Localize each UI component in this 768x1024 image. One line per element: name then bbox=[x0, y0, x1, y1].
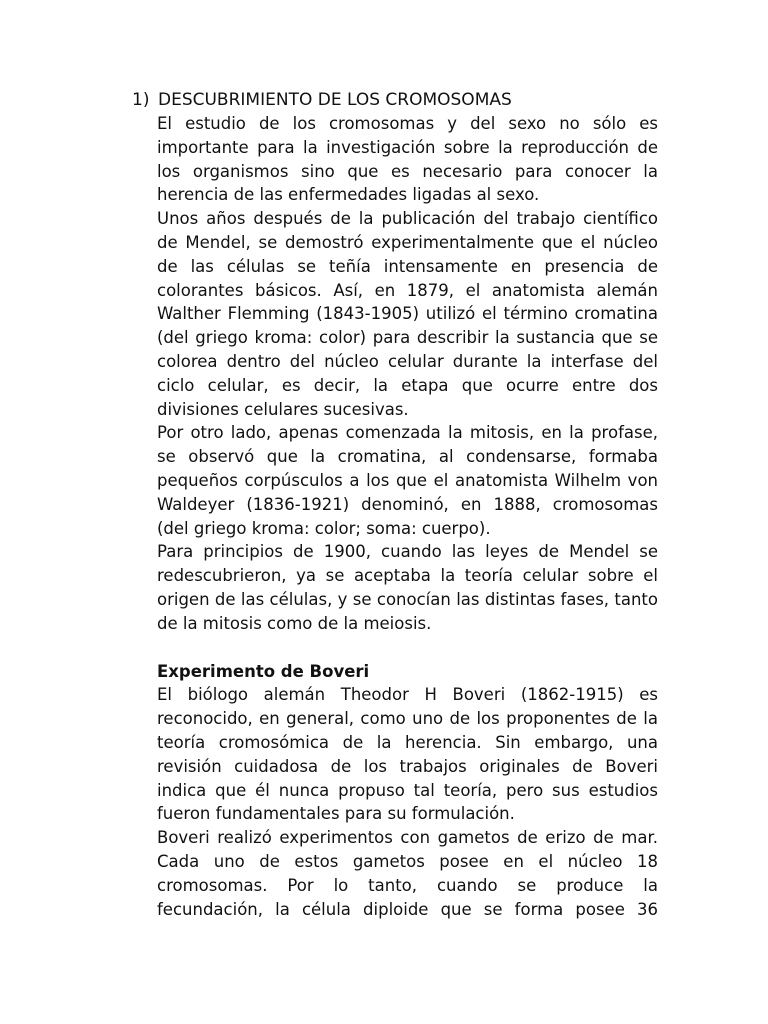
subsection-title: Experimento de Boveri bbox=[157, 661, 370, 681]
paragraph: El estudio de los cromosomas y del sexo no sólo es importante para la investigación sobre la reproducción de los organismos sino que es necesario para conocer la herencia de las enfermedades ligadas al sexo. bbox=[157, 114, 658, 205]
paragraph: Unos años después de la publicación del trabajo científico de Mendel, se demostró experimentalmente que el núcleo de las células se teñía intensamente en presencia de colorantes básicos. Así, en 1879, el anatomista alemán Walther Flemming (1843-1905) utilizó el término cromatina (del griego kroma: color) para describir la sustancia que se colorea dentro del núcleo celular durante la interfase del ciclo celular, es decir, la etapa que ocurre entre dos divisiones celulares sucesivas. bbox=[157, 209, 658, 419]
section-heading bbox=[132, 88, 512, 112]
paragraph: Para principios de 1900, cuando las leyes de Mendel se redescubrieron, ya se aceptaba la teoría celular sobre el origen de las células, y se conocían las distintas fases, tanto de la mitosis como de la meiosis. bbox=[157, 542, 658, 633]
paragraph: Boveri realizó experimentos con gametos de erizo de mar. Cada uno de estos gametos posee en el núcleo 18 cromosomas. Por lo tanto, cuando se produce la fecundación, la célula diploide que se forma posee 36 bbox=[157, 828, 658, 919]
paragraph: Por otro lado, apenas comenzada la mitosis, en la profase, se observó que la cromatina, al condensarse, formaba pequeños corpúsculos a los que el anatomista Wilhelm von Waldeyer (1836-1921) denominó, en 1888, cromosomas (del griego kroma: color; soma: cuerpo). bbox=[157, 423, 658, 538]
document-body bbox=[157, 112, 658, 921]
paragraph: El biólogo alemán Theodor H Boveri (1862-1915) es reconocido, en general, como uno de los proponentes de la teoría cromosómica de la herencia. Sin embargo, una revisión cuidadosa de los trabajos originales de Boveri indica que él nunca propuso tal teoría, pero sus estudios fueron fundamentales para su formulación. bbox=[157, 685, 658, 824]
section-number: 1) bbox=[132, 90, 150, 110]
section-title: DESCUBRIMIENTO DE LOS CROMOSOMAS bbox=[158, 90, 512, 110]
